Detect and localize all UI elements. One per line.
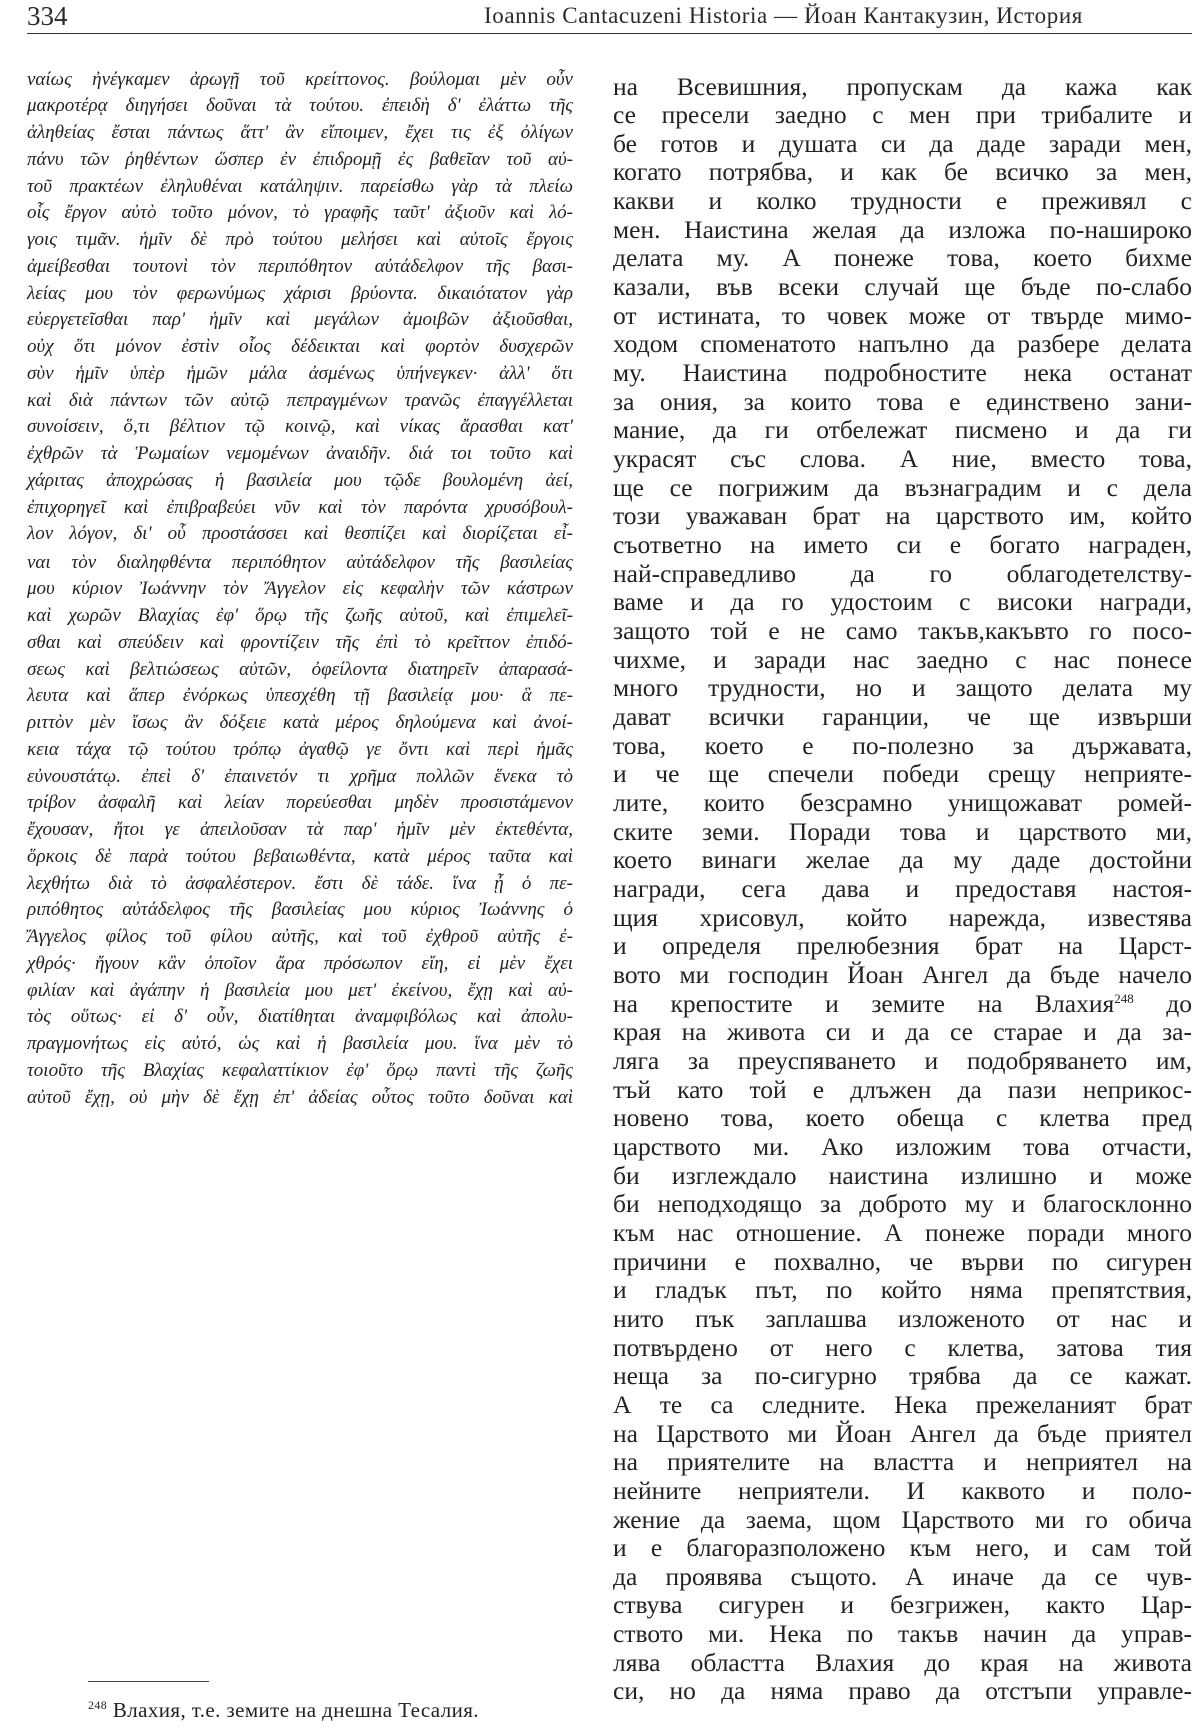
greek-text-line: σεως καὶ βελτιώσεως αὐτῶν, ὀφείλοντα διατηρεῖν ἀπαρασά- (27, 658, 573, 680)
translation-text-line: А те са следните. Нека прежеланият брат (613, 1389, 1192, 1419)
translation-text-line: това, което е по-полезно за държавата, (613, 730, 1192, 760)
greek-text-line: τρίβον ἀσφαλῆ καὶ λείαν πορεύεσθαι μηδὲν προσιστάμενον (27, 792, 573, 814)
greek-text-line: Ἄγγελος φίλος τοῦ φίλου αὐτῆς, καὶ τοῦ ἐχθροῦ αὐτῆς ἐ- (27, 926, 573, 947)
greek-text-line: ἀμείβεσθαι τουτονὶ τὸν περιπόθητον αὐτάδελφον τῆς βασι- (27, 255, 573, 277)
translation-text-line: вото ми господин Йоан Ангел да бъде начело (613, 959, 1192, 989)
greek-text-line: φιλίαν καὶ ἀγάπην ἡ βασιλεία μου μετ' ἐκείνου, ἔχῃ καὶ αὐ- (27, 979, 573, 1001)
translation-text-line: нейните неприятели. И каквото и поло- (613, 1475, 1192, 1505)
greek-text-line: εὐνουστάτῳ. ἐπεὶ δ' ἐπαινετόν τι χρῆμα πολλῶν ἕνεκα τὸ (27, 765, 573, 787)
greek-text-line: ναίως ἠνέγκαμεν ἀρωγῇ τοῦ κρείττονος. βούλομαι μὲν οὖν (27, 68, 573, 90)
greek-text-line: τὸς οὕτως· εἰ δ' οὖν, διατίθηται ἀναμφιβόλως καὶ ἀπολυ- (27, 1006, 573, 1028)
greek-text-line: ἔχουσαν, ἤτοι γε ἀπειλοῦσαν τὰ παρ' ἡμῖν μὲν ἐκτεθέντα, (27, 819, 573, 840)
greek-text-line: ναι τὸν διαληφθέντα περιπόθητον αὐτάδελφον τῆς βασιλείας (27, 551, 573, 573)
greek-text-line: καὶ χωρῶν Βλαχίας ἐφ' ὅρῳ τῆς ζωῆς αὐτοῦ, καὶ ἐπιμελεῖ- (27, 605, 573, 626)
greek-text-line: λευτα καὶ ἅπερ ἐνόρκως ὑπεσχέθη τῇ βασιλείᾳ μου· ἃ πε- (27, 685, 573, 707)
translation-text-line: на Царството ми Йоан Ангел да бъде приятел (613, 1418, 1192, 1448)
greek-text-line: αὐτοῦ ἔχῃ, οὐ μὴν δὲ ἔχῃ ἐπ' ἀδείας οὗτος τοῦτο δοῦναι καὶ (27, 1086, 573, 1108)
translation-text-line: за ония, за които това е единствено зани- (613, 386, 1192, 416)
greek-text-line: συνοίσειν, ὅ,τι βέλτιον τῷ κοινῷ, καὶ νίκας ἄρασθαι κατ' (27, 416, 573, 438)
greek-text-line: μου κύριον Ἰωάννην τὸν Ἄγγελον εἰς κεφαλὴν τῶν κάστρων (27, 578, 573, 600)
translation-text-line: и че ще спечели победи срещу неприяте- (613, 759, 1192, 789)
greek-text-line: πάνυ τῶν ῥηθέντων ὥσπερ ἐν ἐπιδρομῇ ἐς βαθεῖαν τοῦ αὐ- (27, 148, 573, 170)
greek-text-line: τοιοῦτο τῆς Βλαχίας κεφαλαττίκιον ἐφ' ὅρῳ παντὶ τῆς ζωῆς (27, 1059, 573, 1081)
greek-text-line: λον λόγον, δι' οὗ προστάσσει καὶ θεσπίζει καὶ διορίζεται εἶ- (27, 523, 573, 545)
translation-text-line: мен. Наистина желая да изложа по-нашироко (613, 214, 1192, 244)
translation-text-line: би неподходящо за доброто му и благосклонно (613, 1189, 1192, 1219)
translation-text-line: причини е похвално, че върви по сигурен (613, 1246, 1192, 1276)
greek-text-line: λεχθήτω διὰ τὸ ἀσφαλέστερον. ἔστι δὲ τάδε. ἵνα ᾖ ὁ πε- (27, 872, 573, 894)
translation-text-line: най-справедливо да го облагодетелству- (613, 558, 1192, 588)
translation-text-line: бе готов и душата си да даде заради мен, (613, 128, 1192, 158)
translation-text-line: казали, във всеки случай ще бъде по-слабо (613, 272, 1192, 302)
translation-text-line: и е благоразположено към него, и сам той (613, 1533, 1192, 1563)
greek-text-line: τοῦ πρακτέων ἐληλυθέναι κατάληψιν. παρείσθω γὰρ τὰ πλείω (27, 175, 573, 197)
translation-text-line: ляга за преуспяването и подобряването им, (613, 1045, 1192, 1075)
translation-text-segment: на крепостите и земите на Влахия (613, 988, 1115, 1018)
footnote (88, 1698, 479, 1723)
translation-text-line: този уважаван брат на царството им, който (613, 501, 1192, 531)
translation-text-line: и определя прелюбезния брат на Царст- (613, 931, 1192, 961)
greek-text-line: ριττὸν μὲν ἴσως ἂν δόξειε κατὰ μέρος δηλούμενα καὶ ἀνοί- (27, 712, 573, 733)
translation-text-line: нито пък заплашва изложеното от нас и (613, 1303, 1192, 1333)
greek-text-line: χάριτας ἀποχρώσας ἡ βασιλεία μου τῷδε βουλομένη ἀεί, (27, 469, 573, 491)
translation-text-line: което винаги желае да му даде достойни (613, 845, 1192, 875)
greek-text-line: οὐχ ὅτι μόνον ἐστὶν οἷος δέδεικται καὶ φορτὸν δυσχερῶν (27, 336, 573, 357)
translation-text-line: ските земи. Поради това и царството ми, (613, 816, 1192, 846)
footnote-reference[interactable]: 248 (1114, 990, 1134, 1006)
translation-text-line: му. Наистина подробностите нека останат (613, 358, 1192, 388)
footnote-number: 248 (88, 1698, 108, 1712)
translation-text-line: би изглеждало наистина излишно и може (613, 1160, 1192, 1190)
translation-text-line: ството ми. Нека по такъв начин да управ- (613, 1619, 1192, 1649)
translation-text-line: много трудности, но и защото делата му (613, 673, 1192, 703)
translation-text-line: към нас отношение. А понеже поради много (613, 1217, 1192, 1247)
greek-text-line: κεια τάχα τῷ τούτου τρόπῳ ἀγαθῷ γε ὄντι καὶ περὶ ἡμᾶς (27, 738, 573, 760)
translation-text-line (613, 989, 1192, 1018)
translation-text-line: защото той е не само такъв,какъвто го посо- (613, 616, 1192, 646)
greek-text-line: ἐχθρῶν τὰ Ῥωμαίων νεμομένων ἀναιδῆν. διά τοι τοῦτο καὶ (27, 443, 573, 464)
translation-text-line: си, но да няма право да отстъпи управле- (613, 1676, 1192, 1706)
page-number: 334 (27, 1, 68, 31)
translation-text-line: и гладък път, по който няма препятствия, (613, 1275, 1192, 1305)
translation-text-line: ще се погрижим да възнаградим и с дела (613, 472, 1192, 502)
translation-text-line: чихме, и заради нас заедно с нас понесе (613, 644, 1192, 674)
translation-text-line: тъй като той е длъжен да пази неприкос- (613, 1074, 1192, 1104)
translation-text-line: когато потрябва, и как бе всичко за мен, (613, 157, 1192, 187)
translation-text-line: се пресели заедно с мен при трибалите и (613, 100, 1192, 130)
translation-text-line: съответно на името си е богато награден, (613, 530, 1192, 560)
translation-text-line: делата му. А понеже това, което бихме (613, 243, 1192, 273)
translation-text-line: да проявява същото. А иначе да се чув- (613, 1561, 1192, 1591)
translation-text-line: ходом споменатото напълно да разбере делата (613, 329, 1192, 359)
footnote-text: Влахия, т.е. земите на днешна Тесалия. (107, 1698, 479, 1722)
translation-text-line: украсят със слова. А ние, вместо това, (613, 444, 1192, 474)
translation-text-line: лява областта Влахия до края на живота (613, 1647, 1192, 1677)
translation-text-line: неща за по-сигурно трябва да се кажат. (613, 1361, 1192, 1391)
greek-text-line: χθρός· ἤγουν κἂν ὁποῖον ἄρα πρόσωπον εἴη, εἰ μὲν ἔχει (27, 952, 573, 974)
translation-text-line: на Всевишния, пропускам да кажа как (613, 71, 1192, 101)
greek-text-line: ἀληθείας ἔσται πάντως ἅττ' ἂν εἴποιμεν, ἔχει τις ἐξ ὀλίγων (27, 122, 573, 143)
translation-text-line: царството ми. Ако изложим това отчасти, (613, 1131, 1192, 1161)
translation-text-line: от истината, то човек може от твърде мимо- (613, 300, 1192, 330)
translation-text-line: потвърдено от него с клетва, затова тия (613, 1332, 1192, 1362)
translation-text-line: новено това, което обеща с клетва пред (613, 1103, 1192, 1133)
greek-text-line: ἐπιχορηγεῖ καὶ ἐπιβραβεύει νῦν καὶ τὸν παρόντα χρυσόβουλ- (27, 496, 573, 518)
translation-text-line: ствува сигурен и безгрижен, както Цар- (613, 1590, 1192, 1620)
translation-text-line: награди, сега дава и предоставя настоя- (613, 873, 1192, 903)
greek-text-line: λείας μου τὸν φερωνύμως χάρισι βρύοντα. δικαιότατον γὰρ (27, 282, 573, 304)
greek-text-line: σθαι καὶ σπεύδειν καὶ φροντίζειν τῆς ἐπὶ τὸ κρεῖττον ἐπιδό- (27, 631, 573, 653)
greek-text-line: μακροτέρᾳ διηγήσει δοῦναι τὰ τούτου. ἐπειδὴ δ' ἐλάττω τῆς (27, 95, 573, 117)
greek-text-line: ριπόθητος αὐτάδελφος τῆς βασιλείας μου κύριος Ἰωάννης ὁ (27, 899, 573, 921)
translation-text-line: щия хрисовул, който нарежда, известява (613, 902, 1192, 932)
translation-text-line: ваме и да го удостоим с високи награди, (613, 587, 1192, 617)
translation-text-line: лите, които безсрамно унищожават ромей- (613, 788, 1192, 817)
greek-text-line: γοις τιμᾶν. ἡμῖν δὲ πρὸ τούτου μελήσει καὶ αὐτοῖς ἔργοις (27, 229, 573, 250)
greek-text-line: σὺν ἡμῖν ὑπὲρ ἡμῶν μάλα ἀσμένως ὑπήνεγκεν· ἀλλ' ὅτι (27, 362, 573, 384)
greek-text-line: ὅρκοις δὲ παρὰ τούτου βεβαιωθέντα, κατὰ μέρος ταῦτα καὶ (27, 845, 573, 867)
greek-text-line: καὶ διὰ πάντων τῶν αὐτῷ πεπραγμένων τρανῶς ἐπαγγέλλεται (27, 389, 573, 411)
translation-text-line: края на живота си и да се старае и да за- (613, 1017, 1192, 1047)
greek-text-line: εὐεργετεῖσθαι παρ' ἡμῖν καὶ μεγάλων ἀμοιβῶν ἀξιοῦσθαι, (27, 309, 573, 331)
greek-text-line: πραγμονήτως εἰς αὐτό, ὡς καὶ ἡ βασιλεία μου. ἵνα μὲν τὸ (27, 1033, 573, 1054)
greek-text-line: οἷς ἔργον αὐτὸ τοῦτο μόνον, τὸ γραφῆς ταῦτ' ἀξιοῦν καὶ λό- (27, 202, 573, 224)
translation-text-line: мание, да ги отбележат писмено и да ги (613, 415, 1192, 445)
translation-text-line: какви и колко трудности е преживял с (613, 186, 1192, 216)
translation-text-line: на приятелите на властта и неприятел на (613, 1447, 1192, 1477)
translation-text-line: жение да заема, щом Царството ми го обича (613, 1504, 1192, 1534)
translation-text-segment: до (1133, 988, 1192, 1018)
header-rule (27, 33, 1192, 34)
translation-text-line: дават всички гаранции, че ще извърши (613, 702, 1192, 732)
footnote-rule (88, 1681, 209, 1682)
running-header-title: Ioannis Cantacuzeni Historia — Йоан Кантакузин, История (484, 3, 1083, 28)
